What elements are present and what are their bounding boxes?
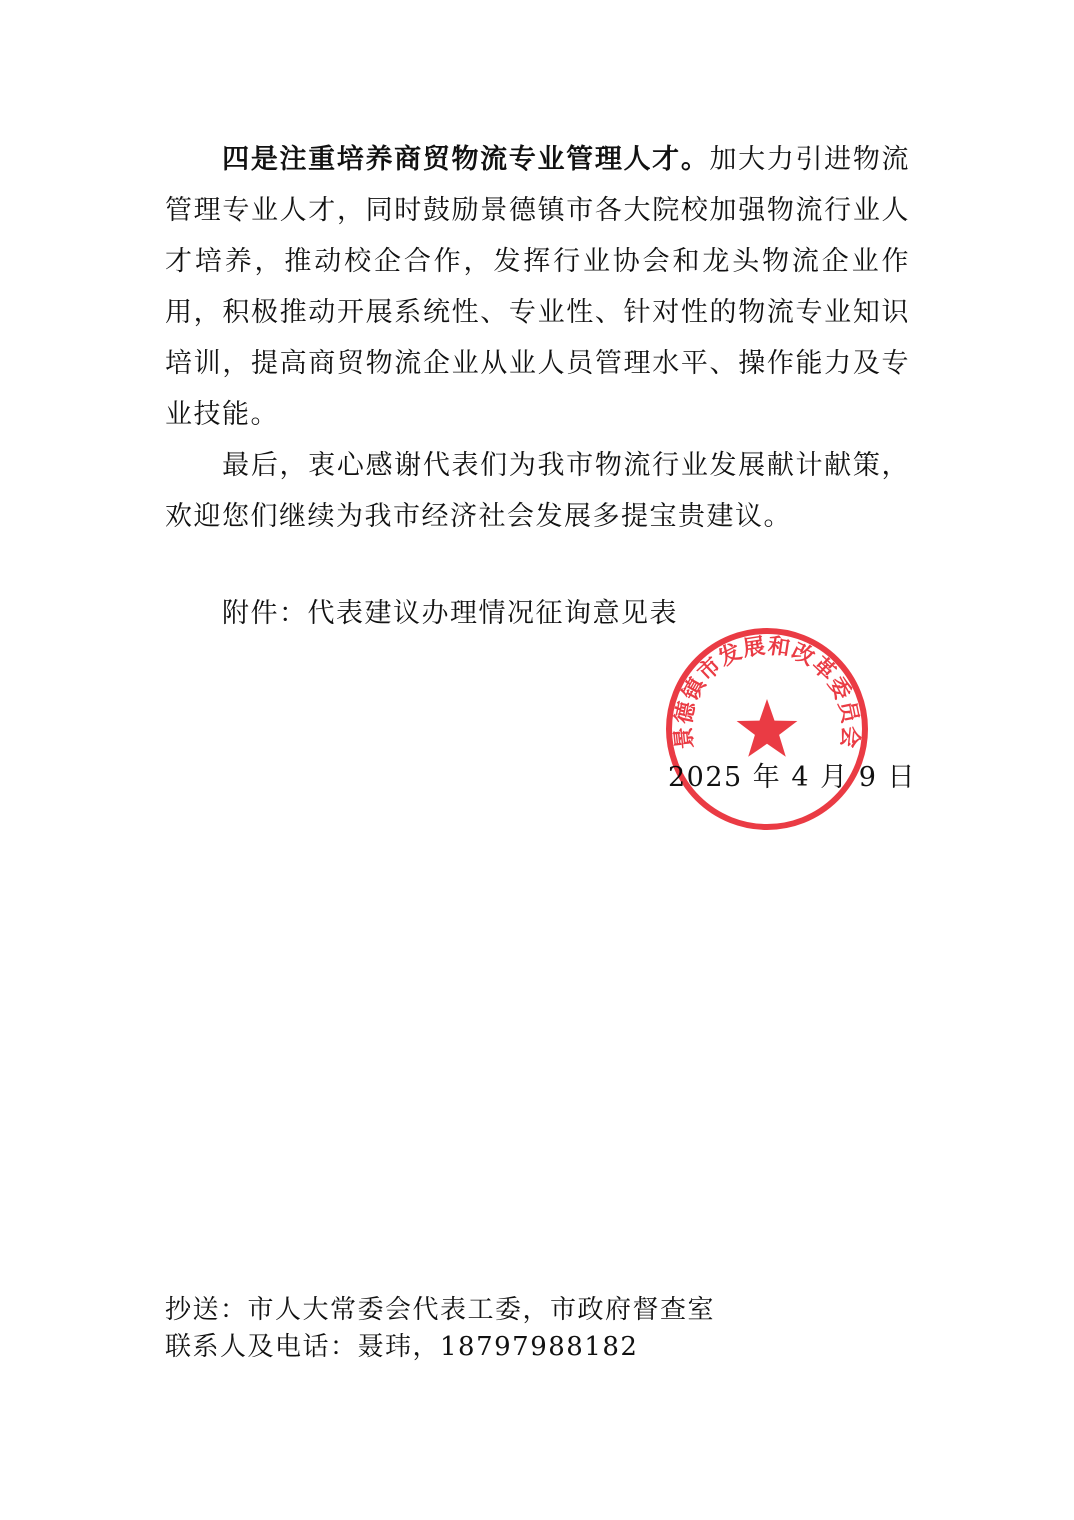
paragraph-body: 加大力引进物流管理专业人才，同时鼓励景德镇市各大院校加强物流行业人才培养，推动校企合作，发挥行业协会和龙头物流企业作用，积极推动开展系统性、专业性、针对性的物流专业知识培训，提高商贸物流企业从业人员管理水平、操作能力及专业技能。 [165,144,910,430]
contact-line: 联系人及电话：聂玮，18797988182 [165,1332,639,1362]
paragraph-closing: 最后，衷心感谢代表们为我市物流行业发展献计献策，欢迎您们继续为我市经济社会发展多提宝贵建议。 [165,450,910,532]
paragraph-lead-bold: 四是注重培养商贸物流专业管理人才。 [222,144,710,175]
cc-line: 抄送：市人大常委会代表工委，市政府督查室 [165,1295,716,1325]
seal-star-icon [737,699,798,757]
document-date: 2025 年 4 月 9 日 [668,762,916,793]
attachment-line: 附件：代表建议办理情况征询意见表 [222,598,678,629]
seal-text-path: 景德镇市发展和改革委员会 [670,632,864,751]
official-seal-stamp [664,626,870,832]
paragraph-talent-training [165,134,910,440]
